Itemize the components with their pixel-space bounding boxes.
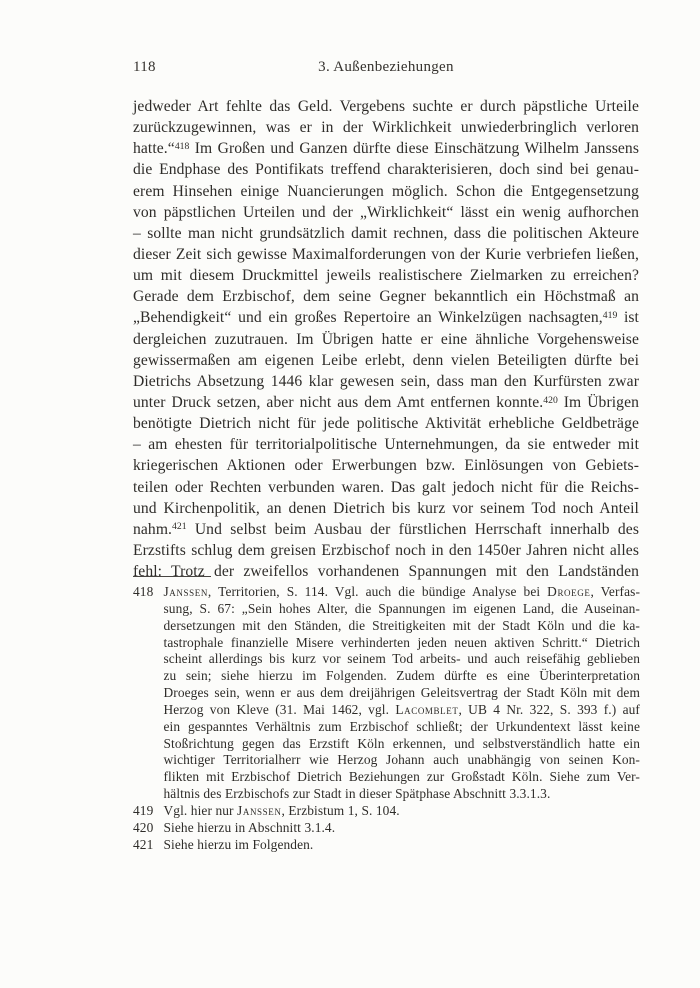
author-smallcaps: Janssen [163,584,208,599]
footnote-text-line: Droeges sein, wenn er aus dem dreijährigen Geleitsvertrag der Stadt Köln mit dem [163,685,640,701]
footnote-text-line: Siehe hierzu im Folgenden. [163,836,314,852]
footnote-text-line: hältnis des Erzbischofs zur Stadt in dieser Spätphase Abschnitt 3.3.1.3. [163,786,551,802]
footnote-419 [133,803,640,820]
footnote-text-line: zu sein; siehe hierzu im Folgenden. Zudem dürfte es eine Überinterpretation [163,668,640,684]
footnote-text-line: tastrophale finanzielle Misere verhinderten jeden neuen aktiven Schritt.“ Dietrich [163,634,640,650]
footnote-reference: 419 [602,310,618,322]
footnote-number: 420 [133,819,154,835]
body-text-line: gewissermaßen am eigenen Leibe erlebt, denn vielen Beteiligten dürfte bei [133,351,639,369]
page-header [133,57,639,77]
footnote-text-line: Vgl. hier nur Janssen, Erzbistum 1, S. 104. [163,802,400,818]
body-text-line: benötigte Dietrich nicht für jede politische Aktivität erhebliche Geldbeträge [133,415,639,433]
body-text-line: fehl: Trotz der zweifellos vorhandenen Spannungen mit den Landständen [133,563,639,581]
author-smallcaps: Lacomblet [395,701,459,717]
body-text-line: teilen oder Rechten verbunden waren. Das galt jedoch nicht für die Reichs- [133,478,639,496]
footnote-text-line: dersetzungen mit den Ständen, die Streitigkeiten mit der Stadt Köln und die ka- [163,617,640,633]
body-text-line: Dietrichs Absetzung 1446 klar gewesen sein, dass man den Kurfürsten zwar [133,372,639,390]
author-smallcaps: Droege [547,584,591,599]
footnote-separator-rule [133,576,211,577]
footnote-text-line: sung, S. 67: „Sein hohes Alter, die Spannungen im eigenen Land, die Auseinan- [163,600,640,616]
footnote-reference: 420 [543,394,558,406]
footnote-text-line: scheint allerdings bis kurz vor seinem Tod arbeits- und auch reisefähig geblieben [163,651,640,667]
footnote-number: 418 [133,584,154,599]
body-text-line: von päpstlichen Urteilen und der „Wirklichkeit“ lässt ein wenig aufhorchen [133,203,639,221]
body-text-line: Gerade dem Erzbischof, dem seine Gegner bekanntlich ein Höchstmaß an [133,288,639,306]
body-text-line: dergleichen zuzutrauen. Im Übrigen hatte er eine ähnliche Vorgehensweise [133,330,639,348]
page-number: 118 [133,59,156,75]
body-text-line: „Behendigkeit“ und ein großes Repertoire an Winkelzügen nachsagten,$^{419}$ ist [133,309,639,327]
footnote-418 [133,584,640,803]
body-paragraph [133,96,639,582]
body-text-line: Erzstifts schlug dem greisen Erzbischof noch in den 1450er Jahren nicht alles [133,541,639,559]
footnote-text-line: Herzog von Kleve (31. Mai 1462, vgl. Lacomblet, UB 4 Nr. 322, S. 393 f.) auf [163,701,640,717]
body-text-line: zurückzugewinnen, was er in der Wirklichkeit unwiederbringlich verloren [133,119,639,137]
footnote-reference: 421 [172,521,187,533]
body-text-line: hatte.“$^{418}$ Im Großen und Ganzen dürfte diese Einschätzung Wilhelm Janssens [133,140,639,158]
body-text-line: und Kirchenpolitik, an denen Dietrich bis kurz vor seinem Tod noch Anteil [133,499,639,517]
footnote-text-line: Janssen, Territorien, S. 114. Vgl. auch die bündige Analyse bei Droege, Verfas- [163,584,641,599]
footnote-text-line: flikten mit Erzbischof Dietrich Beziehungen zur Großstadt Köln. Siehe zum Ver- [163,769,640,785]
body-text-line: – sollte man nicht grundsätzlich damit rechnen, dass die politischen Akteure [133,224,639,242]
footnote-text-line: Siehe hierzu in Abschnitt 3.1.4. [163,819,336,835]
body-text-line: um mit diesem Druckmittel jeweils realistischere Zielmarken zu erreichen? [133,267,639,285]
footnotes-section [133,584,640,854]
body-text-line: nahm.$^{421}$ Und selbst beim Ausbau der fürstlichen Herrschaft innerhalb des [133,520,639,538]
body-text-line: die Endphase des Pontifikats treffend charakterisieren, doch sind bei genau- [133,161,639,179]
body-text-line: unter Druck setzen, aber nicht aus dem Amt entfernen konnte.$^{420}$ Im Übrigen [133,393,639,411]
footnote-number: 419 [133,802,154,818]
footnote-421 [133,837,640,854]
footnote-420 [133,820,640,837]
body-text-line: – am ehesten für territorialpolitische Unternehmungen, da sie entweder mit [133,436,639,454]
body-text-line: kriegerischen Aktionen oder Erwerbungen bzw. Einlösungen von Gebiets- [133,457,639,475]
footnote-number: 421 [133,836,154,852]
body-text-line: erem Hinsehen einige Nuancierungen möglich. Schon die Entgegensetzung [133,182,639,200]
footnote-text-line: wichtiger Territorialherr wie Herzog Johann auch unabhängig von seinen Kon- [163,752,640,768]
body-text-line: jedweder Art fehlte das Geld. Vergebens suchte er durch päpstliche Urteile [133,98,639,115]
footnote-text-line: ein gespanntes Verhältnis zum Erzbischof schließt; der Urkundentext lässt keine [163,718,640,734]
body-text-line: dieser Zeit sich gewisse Maximalforderungen von der Kurie verbriefen ließen, [133,245,639,263]
author-smallcaps: Janssen [237,802,282,818]
footnote-reference: 418 [174,140,190,152]
footnote-text-line: Stoßrichtung gegen das Erzstift Köln erkennen, und selbstverständlich hatte ein [163,735,640,751]
running-head: 3. Außenbeziehungen [318,59,454,75]
